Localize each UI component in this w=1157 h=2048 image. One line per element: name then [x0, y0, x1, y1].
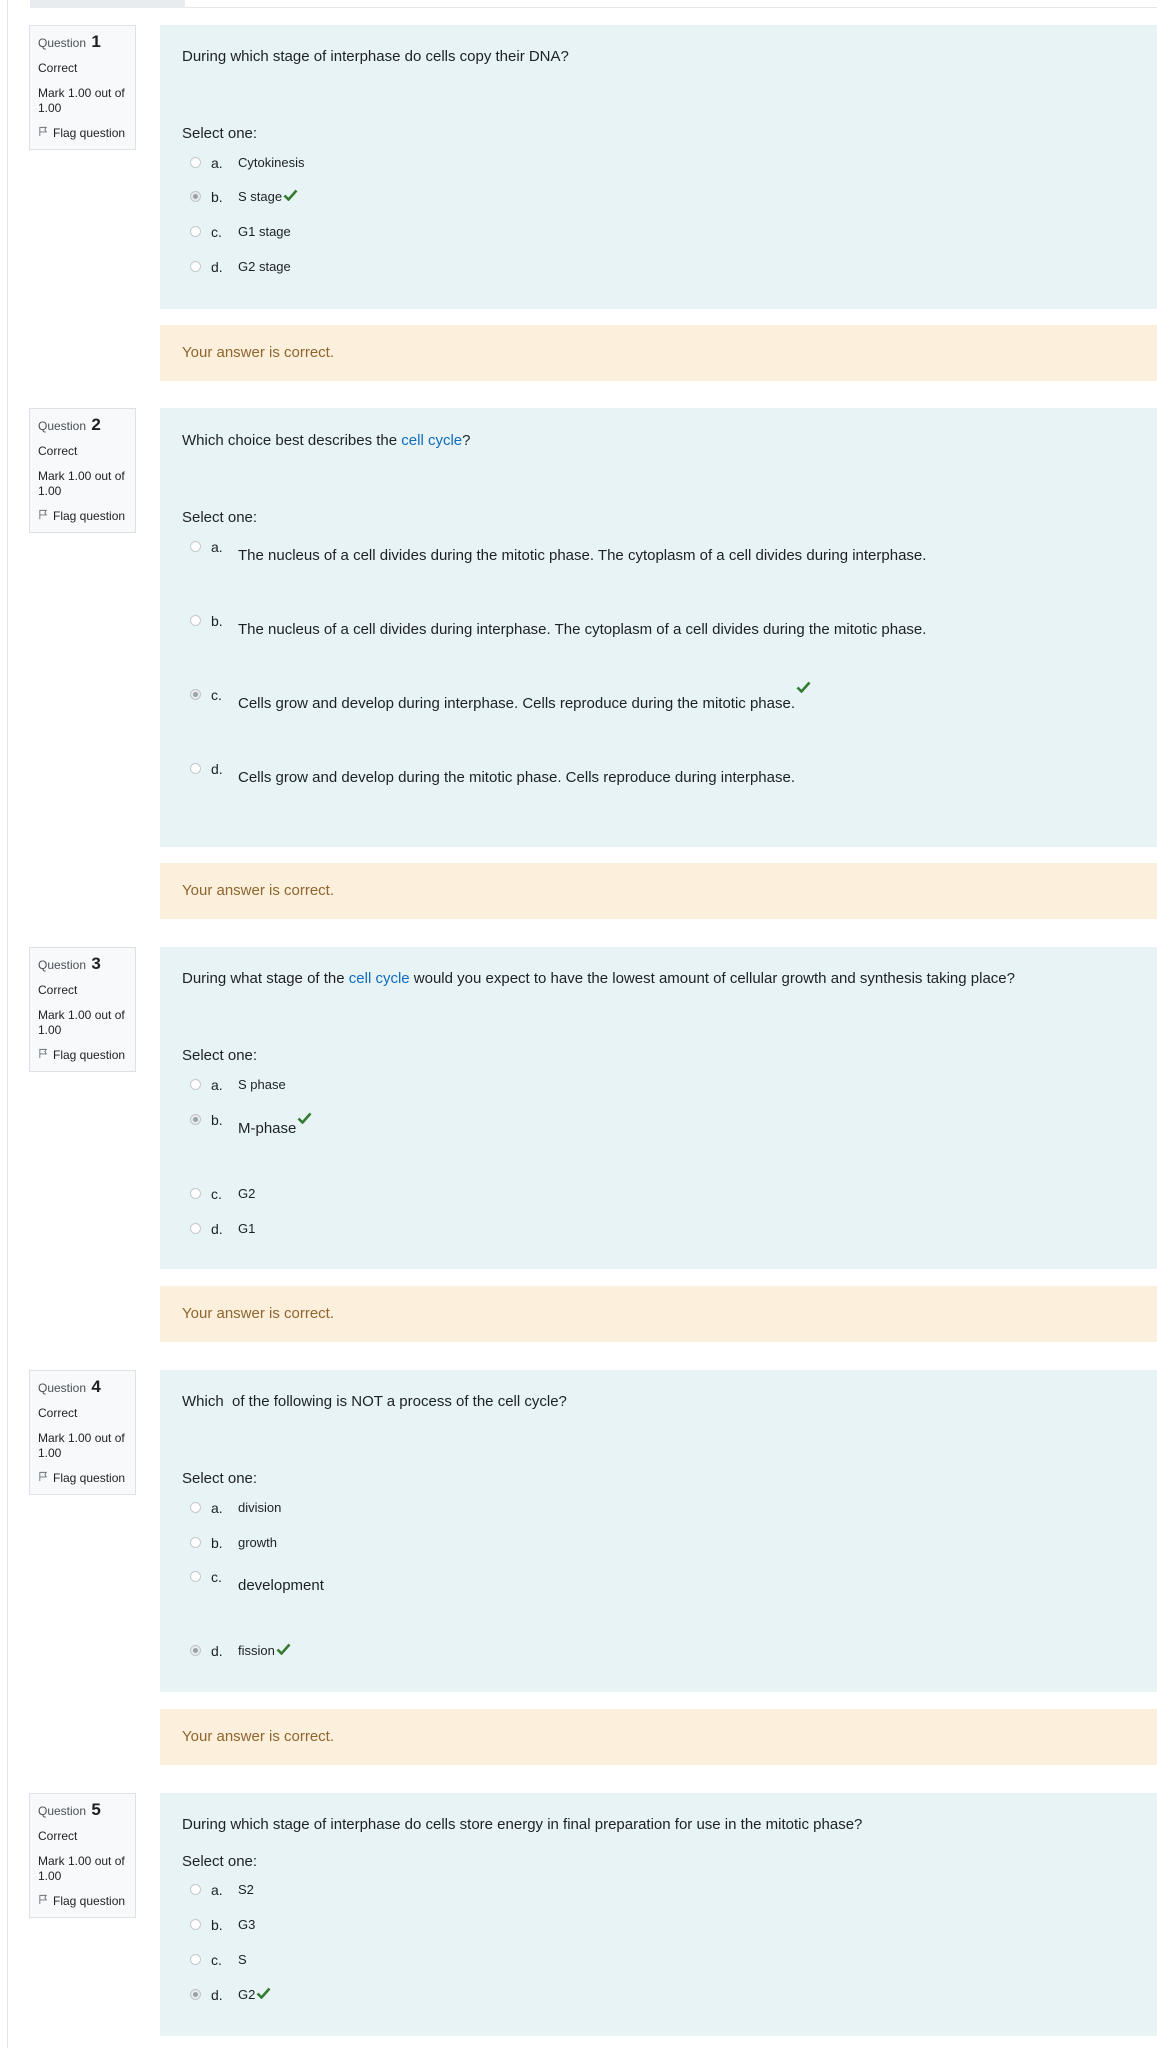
radio-icon[interactable]: [190, 1645, 201, 1656]
question-formulation-2: [160, 408, 1157, 847]
flag-question-link[interactable]: [38, 126, 127, 141]
question-info-4: [29, 1370, 136, 1495]
radio-icon[interactable]: [190, 763, 201, 774]
radio-icon[interactable]: [190, 157, 201, 168]
flag-question-link[interactable]: [38, 1471, 127, 1486]
feedback-4: Your answer is correct.: [160, 1709, 1157, 1765]
flag-icon: [38, 509, 49, 524]
question-text: During which stage of interphase do cells store energy in final preparation for use in the mitotic phase?: [182, 1816, 863, 1833]
check-icon: [283, 189, 298, 204]
question-state: Correct: [38, 1829, 78, 1843]
top-divider: [185, 7, 1157, 8]
check-icon: [796, 681, 811, 696]
question-state: Correct: [38, 61, 78, 75]
flag-icon: [38, 1894, 49, 1909]
question-number: Question 4: [38, 1377, 101, 1396]
answer-option-c[interactable]: c. G2: [190, 1186, 255, 1202]
radio-icon[interactable]: [190, 226, 201, 237]
question-mark: Mark 1.00 out of 1.00: [38, 86, 125, 115]
feedback-3: Your answer is correct.: [160, 1286, 1157, 1342]
select-one-label: Select one:: [182, 125, 258, 142]
question-info-2: [29, 408, 136, 533]
top-nav-remnant: [30, 0, 185, 8]
radio-icon[interactable]: [190, 1571, 201, 1582]
answer-option-d[interactable]: d. fission: [190, 1643, 291, 1659]
flag-icon: [38, 1048, 49, 1063]
select-one-label: Select one:: [182, 509, 258, 526]
radio-icon[interactable]: [190, 191, 201, 202]
radio-icon[interactable]: [190, 1989, 201, 2000]
question-state: Correct: [38, 1406, 78, 1420]
answer-option-d[interactable]: d. G1: [190, 1221, 255, 1237]
radio-icon[interactable]: [190, 615, 201, 626]
radio-icon[interactable]: [190, 1919, 201, 1930]
flag-question-link[interactable]: [38, 1894, 127, 1909]
question-info-5: [29, 1793, 136, 1918]
radio-icon[interactable]: [190, 689, 201, 700]
radio-icon[interactable]: [190, 1502, 201, 1513]
flag-label: Flag question: [53, 1894, 126, 1908]
check-icon: [297, 1112, 312, 1127]
answer-option-a[interactable]: a. division: [190, 1500, 281, 1516]
check-icon: [276, 1643, 291, 1658]
check-icon: [256, 1987, 271, 2002]
flag-question-link[interactable]: [38, 1048, 127, 1063]
answer-option-c[interactable]: c. S: [190, 1952, 247, 1968]
question-state: Correct: [38, 444, 78, 458]
question-info-3: [29, 947, 136, 1072]
question-mark: Mark 1.00 out of 1.00: [38, 1008, 125, 1037]
select-one-label: Select one:: [182, 1853, 258, 1870]
answer-option-b[interactable]: b. G3: [190, 1917, 255, 1933]
answer-option-b[interactable]: b. M-phase: [190, 1112, 312, 1137]
answer-option-c[interactable]: c. Cells grow and develop during interphase. Cells reproduce during the mitotic phase.: [190, 687, 811, 712]
question-text: During which stage of interphase do cells copy their DNA?: [182, 48, 569, 65]
radio-icon[interactable]: [190, 1188, 201, 1199]
question-text: During what stage of the cell cycle would you expect to have the lowest amount of cellular growth and synthesis taking place?: [182, 970, 1015, 987]
answer-option-a[interactable]: a. S phase: [190, 1077, 286, 1093]
feedback-1: Your answer is correct.: [160, 325, 1157, 381]
question-number: Question 1: [38, 32, 101, 51]
flag-label: Flag question: [53, 509, 126, 523]
question-mark: Mark 1.00 out of 1.00: [38, 1854, 125, 1883]
answer-option-a[interactable]: a. Cytokinesis: [190, 155, 304, 171]
cell-cycle-link[interactable]: cell cycle: [401, 432, 463, 449]
radio-icon[interactable]: [190, 1537, 201, 1548]
question-number: Question 2: [38, 415, 101, 434]
flag-label: Flag question: [53, 1048, 126, 1062]
answer-option-d[interactable]: d. G2: [190, 1987, 271, 2003]
question-state: Correct: [38, 983, 78, 997]
answer-option-a[interactable]: a. The nucleus of a cell divides during the mitotic phase. The cytoplasm of a cell divides during interphase.: [190, 539, 926, 564]
answer-option-c[interactable]: c. G1 stage: [190, 224, 291, 240]
select-one-label: Select one:: [182, 1470, 258, 1487]
answer-option-c[interactable]: c. development: [190, 1569, 324, 1594]
radio-icon[interactable]: [190, 1223, 201, 1234]
radio-icon[interactable]: [190, 261, 201, 272]
question-number: Question 3: [38, 954, 101, 973]
flag-label: Flag question: [53, 1471, 126, 1485]
page-left-border: [7, 0, 8, 2048]
radio-icon[interactable]: [190, 1114, 201, 1125]
answer-option-b[interactable]: b. S stage: [190, 189, 298, 205]
select-one-label: Select one:: [182, 1047, 258, 1064]
question-formulation-3: [160, 947, 1157, 1269]
question-mark: Mark 1.00 out of 1.00: [38, 469, 125, 498]
radio-icon[interactable]: [190, 1079, 201, 1090]
flag-icon: [38, 1471, 49, 1486]
flag-icon: [38, 126, 49, 141]
question-formulation-5: [160, 1793, 1157, 2036]
flag-question-link[interactable]: [38, 509, 127, 524]
feedback-2: Your answer is correct.: [160, 863, 1157, 919]
radio-icon[interactable]: [190, 1884, 201, 1895]
question-text: Which choice best describes the cell cycle?: [182, 432, 471, 449]
question-info-1: [29, 25, 136, 150]
answer-option-a[interactable]: a. S2: [190, 1882, 254, 1898]
flag-label: Flag question: [53, 126, 126, 140]
question-formulation-4: [160, 1370, 1157, 1692]
radio-icon[interactable]: [190, 541, 201, 552]
question-number: Question 5: [38, 1800, 101, 1819]
question-text: Which of the following is NOT a process of the cell cycle?: [182, 1393, 567, 1410]
question-mark: Mark 1.00 out of 1.00: [38, 1431, 125, 1460]
answer-option-b[interactable]: b. growth: [190, 1535, 277, 1551]
answer-option-d[interactable]: d. G2 stage: [190, 259, 291, 275]
answer-option-b[interactable]: b. The nucleus of a cell divides during interphase. The cytoplasm of a cell divides during the mitotic phase.: [190, 613, 926, 638]
question-formulation-1: [160, 25, 1157, 309]
radio-icon[interactable]: [190, 1954, 201, 1965]
cell-cycle-link[interactable]: cell cycle: [348, 970, 410, 987]
answer-option-d[interactable]: d. Cells grow and develop during the mitotic phase. Cells reproduce during interphase.: [190, 761, 795, 786]
